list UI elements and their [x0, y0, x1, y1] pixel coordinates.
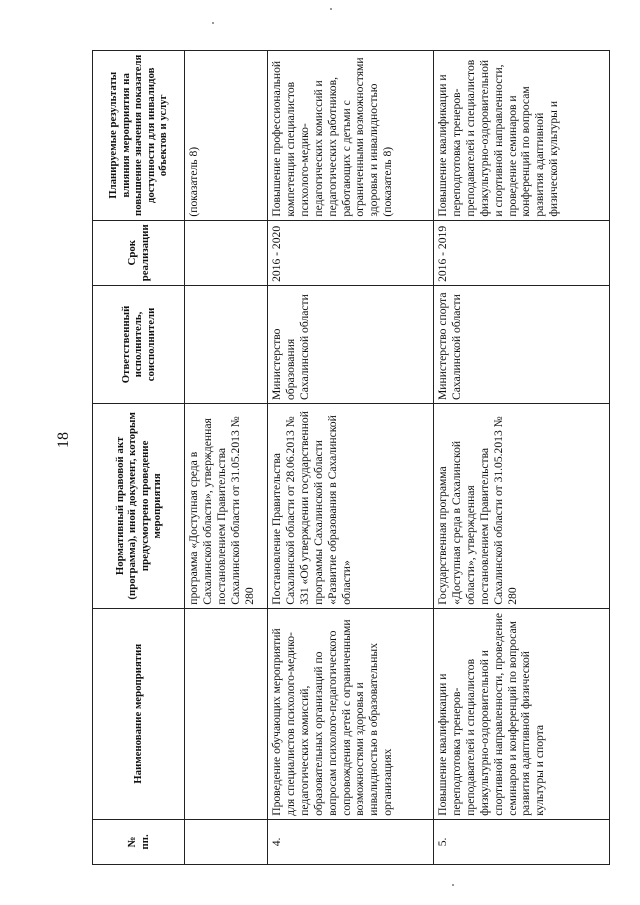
cell-legal-act: Государственная программа «Доступная среда в Сахалинской области», утвержденная постановлением Правительства Сахалинской области от 31.05.2013 № 280 [434, 404, 610, 609]
scan-speck [212, 22, 214, 24]
cell-responsible: Министерство образования Сахалинской области [268, 285, 434, 403]
cell-results: Повышение квалификации и переподготовка тренеров-преподавателей и специалистов физкультурно-оздоровительной и спортивной направленности, проведение семинаров и конференций по вопросам развития адаптивной физической культуры и [434, 51, 610, 221]
cell-measure-name: Повышение квалификации и переподготовка тренеров-преподавателей и специалистов физкультурно-оздоровительной и спортивной направленности, проведение семинаров и конференций по вопросам развития адаптивной физической культуры и спорта [434, 608, 610, 819]
table-row [268, 51, 434, 865]
scan-speck [452, 884, 454, 886]
header-legal-act: Нормативный правовой акт (программа), иной документ, которым предусмотрено проведение мероприятия [93, 404, 185, 609]
cell-results: (показатель 8) [185, 51, 268, 221]
header-results: Планируемые результаты влияния мероприятия на повышение значения показателя доступности для инвалидов объектов и услуг [93, 51, 185, 221]
cell-legal-act: программа «Доступная среда в Сахалинской области», утвержденная постановлением Правительства Сахалинской области от 31.05.2013 № 280 [185, 404, 268, 609]
measures-table [92, 50, 610, 865]
cell-term [185, 220, 268, 285]
table-row [434, 51, 610, 865]
cell-results: Повышение профессиональной компетенции специалистов психолого-медико-педагогических комиссий и педагогических работников, работающих с детьми с ограниченными возможностями здоровья и инвалидностью (показатель 8) [268, 51, 434, 221]
cell-number: 5. [434, 819, 610, 864]
header-number: № пп. [93, 819, 185, 864]
table-header-row [93, 51, 185, 865]
header-measure-name: Наименование мероприятия [93, 608, 185, 819]
cell-term: 2016 - 2019 [434, 220, 610, 285]
table-row [185, 51, 268, 865]
cell-term: 2016 - 2020 [268, 220, 434, 285]
page-number: 18 [55, 432, 72, 448]
cell-responsible [185, 285, 268, 403]
cell-responsible: Министерство спорта Сахалинской области [434, 285, 610, 403]
cell-number: 4. [268, 819, 434, 864]
cell-number [185, 819, 268, 864]
scan-speck [330, 8, 332, 10]
header-term: Срок реализации [93, 220, 185, 285]
cell-legal-act: Постановление Правительства Сахалинской области от 28.06.2013 № 331 «Об утверждении государственной программы Сахалинской области «Развитие образования в Сахалинской области» [268, 404, 434, 609]
cell-measure-name [185, 608, 268, 819]
rotated-page-content [92, 50, 610, 865]
header-responsible: Ответственный исполнитель, соисполнители [93, 285, 185, 403]
cell-measure-name: Проведение обучающих мероприятий для специалистов психолого-медико-педагогических комиссий, образовательных организаций по вопросам психолого-педагогического сопровождения детей с ограниченными возможностями здоровья и инвалидностью в образовательных организациях [268, 608, 434, 819]
